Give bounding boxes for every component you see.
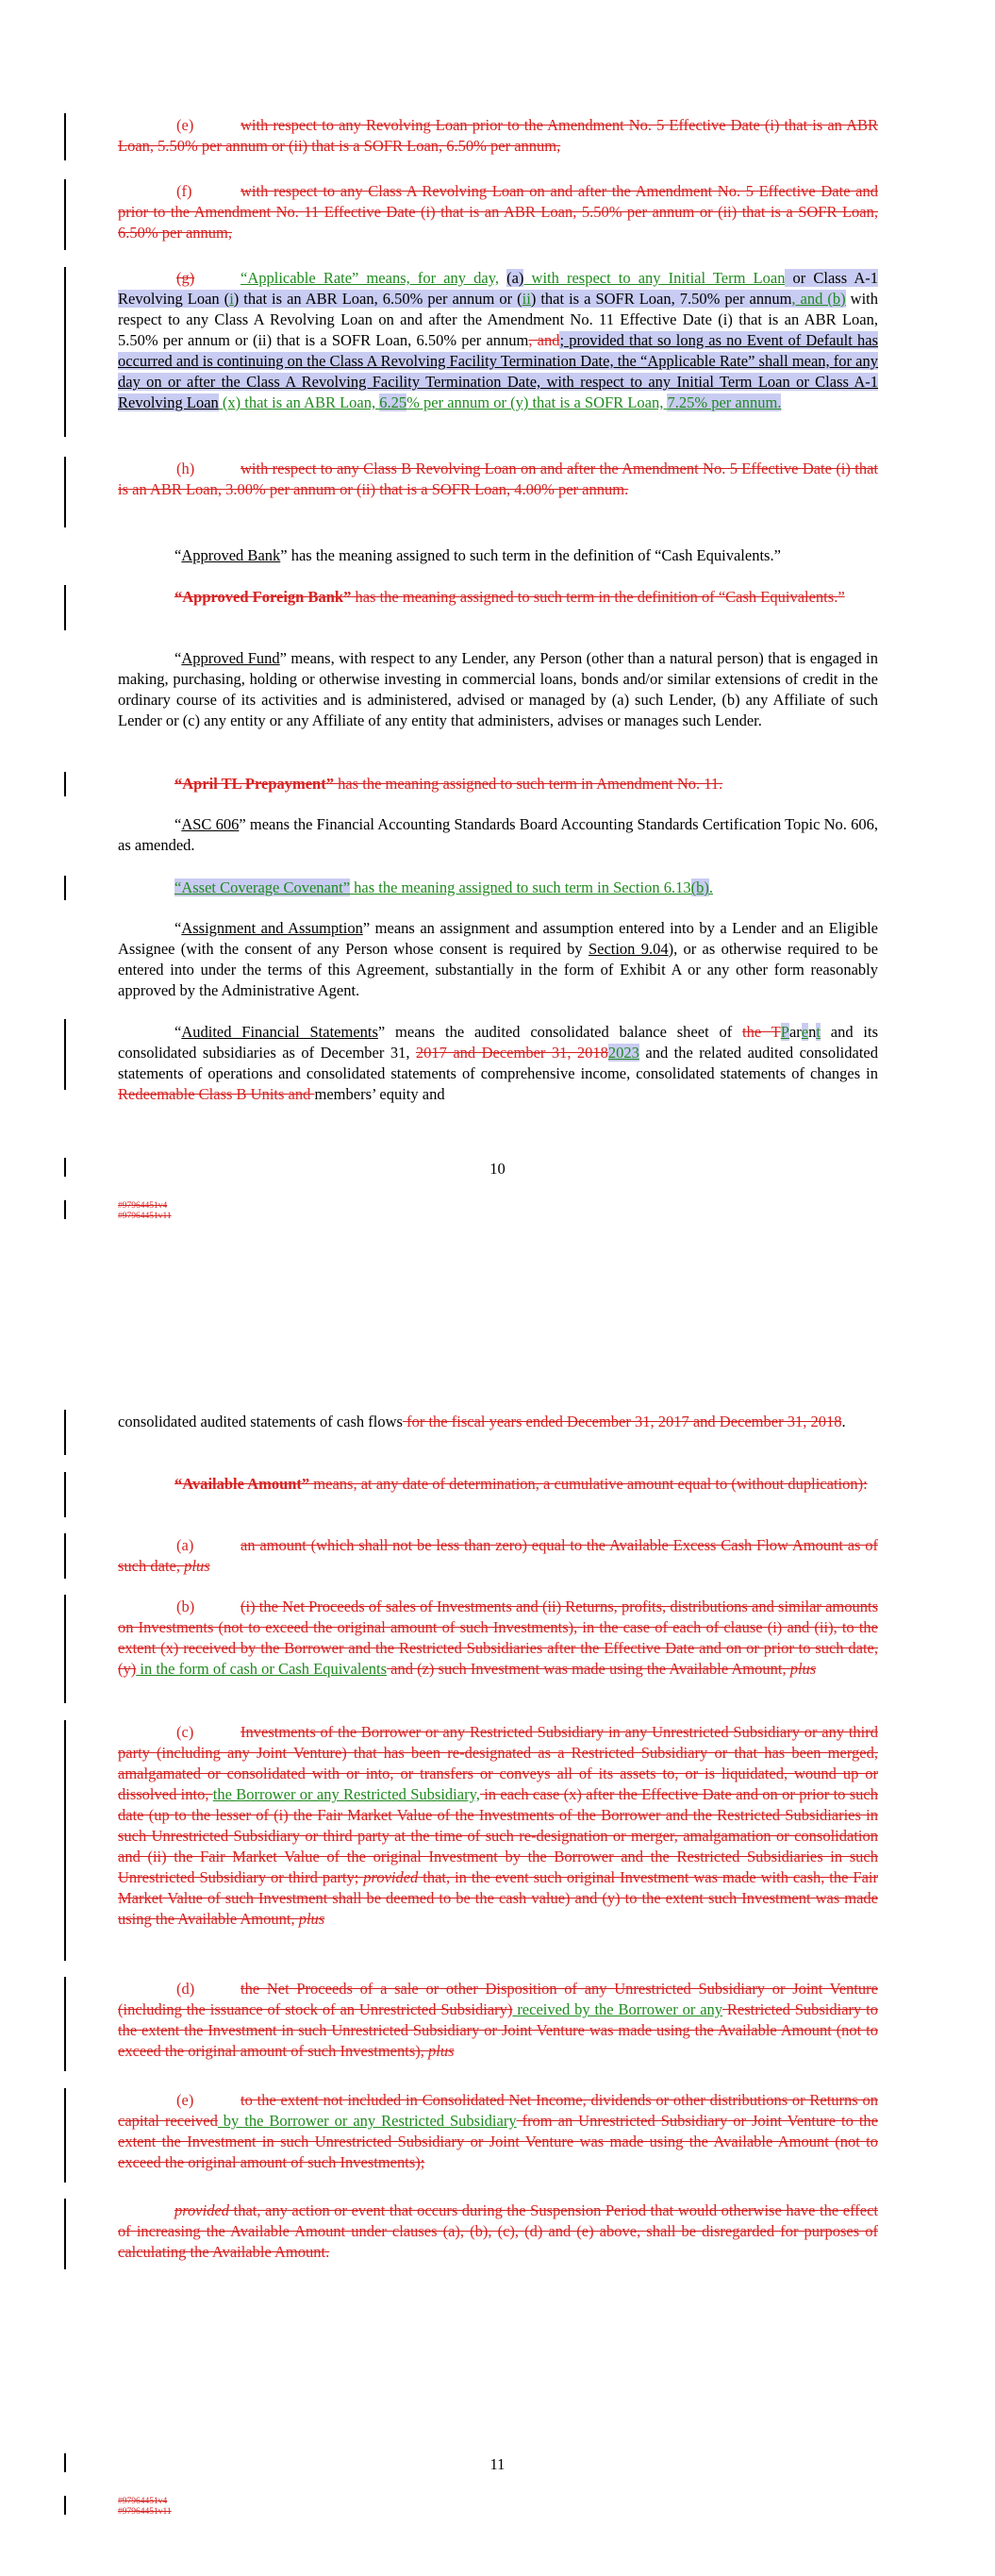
change-bar: [64, 1019, 66, 1090]
change-bar: [64, 1472, 66, 1517]
definition-approved-bank: “Approved Bank” has the meaning assigned to such term in the definition of “Cash Equivalents.”: [174, 546, 781, 564]
definition-assignment-and-assumption: “Assignment and Assumption” means an assignment and assumption entered into by a Lender and an Eligible Assignee (with the consent of any Person whose consent is required by Section 9.04), or as otherwise required to be entered into under the terms of this Agreement, substantially in the form of Exhibit A or any other form reasonably approved by the Administrative Agent.: [118, 919, 879, 999]
change-bar: [64, 457, 66, 527]
document-id-old: #97964451v4: [118, 1201, 168, 1211]
definition-available-amount: “Available Amount” means, at any date of determination, a cumulative amount equal to (without duplication):: [174, 1475, 868, 1493]
page-number: 10: [489, 1160, 506, 1178]
change-bar: [64, 2496, 66, 2515]
change-bar: [64, 876, 66, 900]
rate-clause-h: (h) with respect to any Class B Revolving Loan on and after the Amendment No. 5 Effective Date (i) that is an ABR Loan, 3.00% per annum or (ii) that is a SOFR Loan, 4.00% per annum.: [118, 460, 878, 498]
definition-april-tl-prepayment: “April TL Prepayment” has the meaning assigned to such term in Amendment No. 11.: [174, 775, 723, 793]
available-amount-clause-b: (b) (i) the Net Proceeds of sales of Investments and (ii) Returns, profits, distributions and similar amounts on Investments (not to exceed the original amount of such Investments), in the case of each of clause (i) and (ii), to the extent (x) received by the Borrower and the Restricted Subsidiaries after the Effective Date and on or prior to such date, (y) in the form of cash or Cash Equivalents and (z) such Investment was made using the Available Amount, plus: [118, 1597, 878, 1678]
change-bar: [64, 2199, 66, 2269]
change-bar: [64, 1533, 66, 1579]
change-bar: [64, 772, 66, 796]
available-amount-clause-c: (c) Investments of the Borrower or any Restricted Subsidiary in any Unrestricted Subsidiary or any third party (including any Joint Venture) that has been re-designated as a Restricted Subsidiary or that has been merged, amalgamated or consolidated with or into, or transfers or conveys all of its assets to, or is liquidated, wound up or dissolved into, the Borrower or any Restricted Subsidiary, in each case (x) after the Effective Date and on or prior to such date (up to the lesser of (i) the Fair Market Value of the Investments of the Borrower and the Restricted Subsidiaries in such Unrestricted Subsidiary or third party at the time of such re-designation or merger, amalgamation or consolidation and (ii) the Fair Market Value of the original Investment by the Borrower and the Restricted Subsidiaries in such Unrestricted Subsidiary or third party; provided that, in the event such original Investment was made with cash, the Fair Market Value of such Investment shall be deemed to be the cash value) and (y) to the extent such Investment was made using the Available Amount, plus: [118, 1723, 878, 1928]
change-bar: [64, 1200, 66, 1219]
change-bar: [64, 179, 66, 250]
change-bar: [64, 1720, 66, 1961]
page-number: 11: [489, 2455, 506, 2473]
definition-approved-foreign-bank: “Approved Foreign Bank” has the meaning assigned to such term in the definition of “Cash Equivalents.”: [174, 588, 845, 606]
document-id-old: #97964451v4: [118, 2497, 168, 2506]
definition-asc-606: “ASC 606” means the Financial Accounting Standards Board Accounting Standards Certification Topic No. 606, as amended.: [118, 815, 878, 854]
page-10: [0, 0, 995, 1227]
change-bar: [64, 1977, 66, 2071]
change-bar: [64, 585, 66, 630]
audited-statements-continuation: consolidated audited statements of cash flows for the fiscal years ended December 31, 2017 and December 31, 2018.: [118, 1413, 846, 1430]
available-amount-clause-e: (e) to the extent not included in Consolidated Net Income, dividends or other distributions or Returns on capital received by the Borrower or any Restricted Subsidiary from an Unrestricted Subsidiary or Joint Venture to the extent the Investment in such Unrestricted Subsidiary or Joint Venture was made using the Available Amount (not to exceed the original amount of such Investments);: [118, 2091, 878, 2171]
available-amount-clause-d: (d) the Net Proceeds of a sale or other Disposition of any Unrestricted Subsidiary or Joint Venture (including the issuance of stock of an Unrestricted Subsidiary) received by the Borrower or any Restricted Subsidiary to the extent the Investment in such Unrestricted Subsidiary or Joint Venture was made using the Available Amount (not to exceed the original amount of such Investments), plus: [118, 1980, 878, 2060]
change-bar: [64, 267, 66, 437]
page-11: [0, 1359, 995, 2576]
change-bar: [64, 1410, 66, 1455]
available-amount-proviso: provided that, any action or event that occurs during the Suspension Period that would otherwise have the effect of increasing the Available Amount under clauses (a), (b), (c), (d) and (e) above, shall be disregarded for purposes of calculating the Available Amount.: [118, 2201, 878, 2261]
rate-clause-e: (e) with respect to any Revolving Loan prior to the Amendment No. 5 Effective Date (i) that is an ABR Loan, 5.50% per annum or (ii) that is a SOFR Loan, 6.50% per annum,: [118, 116, 878, 155]
change-bar: [64, 1595, 66, 1703]
change-bar: [64, 113, 66, 160]
applicable-rate-definition: (g) “Applicable Rate” means, for any day, (a) with respect to any Initial Term Loan or Class A-1 Revolving Loan (i) that is an ABR Loan, 6.50% per annum or (ii) that is a SOFR Loan, 7.50% per annum, and (b) with respect to any Class A Revolving Loan on and after the Amendment No. 11 Effective Date (i) that is an ABR Loan, 5.50% per annum or (ii) that is a SOFR Loan, 6.50% per annum, and; provided that so long as no Event of Default has occurred and is continuing on the Class A Revolving Facility Termination Date, the “Applicable Rate” shall mean, for any day on or after the Class A Revolving Facility Termination Date, with respect to any Initial Term Loan or Class A-1 Revolving Loan (x) that is an ABR Loan, 6.25% per annum or (y) that is a SOFR Loan, 7.25% per annum.: [118, 269, 879, 411]
definition-audited-financial-statements: “Audited Financial Statements” means the audited consolidated balance sheet of the TParent and its consolidated subsidiaries as of December 31, 2017 and December 31, 20182023 and the related audited consolidated statements of operations and consolidated statements of comprehensive income, consolidated statements of changes in Redeemable Class B Units and members’ equity and: [118, 1023, 878, 1103]
change-bar: [64, 2088, 66, 2183]
document-id-new: #97964451v11: [118, 2507, 172, 2517]
definition-approved-fund: “Approved Fund” means, with respect to any Lender, any Person (other than a natural person) that is engaged in making, purchasing, holding or otherwise investing in commercial loans, bonds and/or similar extensions of credit in the ordinary course of its activities and is administered, advised or managed by (a) such Lender, (b) any Affiliate of such Lender or (c) any entity or any Affiliate of any entity that administers, advises or manages such Lender.: [118, 649, 878, 729]
definition-asset-coverage-covenant: “Asset Coverage Covenant” has the meaning assigned to such term in Section 6.13(b).: [174, 878, 713, 896]
rate-clause-f: (f) with respect to any Class A Revolving Loan on and after the Amendment No. 5 Effective Date and prior to the Amendment No. 11 Effective Date (i) that is an ABR Loan, 5.50% per annum or (ii) that is a SOFR Loan, 6.50% per annum,: [118, 182, 878, 242]
available-amount-clause-a: (a) an amount (which shall not be less than zero) equal to the Available Excess Cash Flow Amount as of such date, plus: [118, 1536, 878, 1575]
document-id-new: #97964451v11: [118, 1212, 172, 1221]
